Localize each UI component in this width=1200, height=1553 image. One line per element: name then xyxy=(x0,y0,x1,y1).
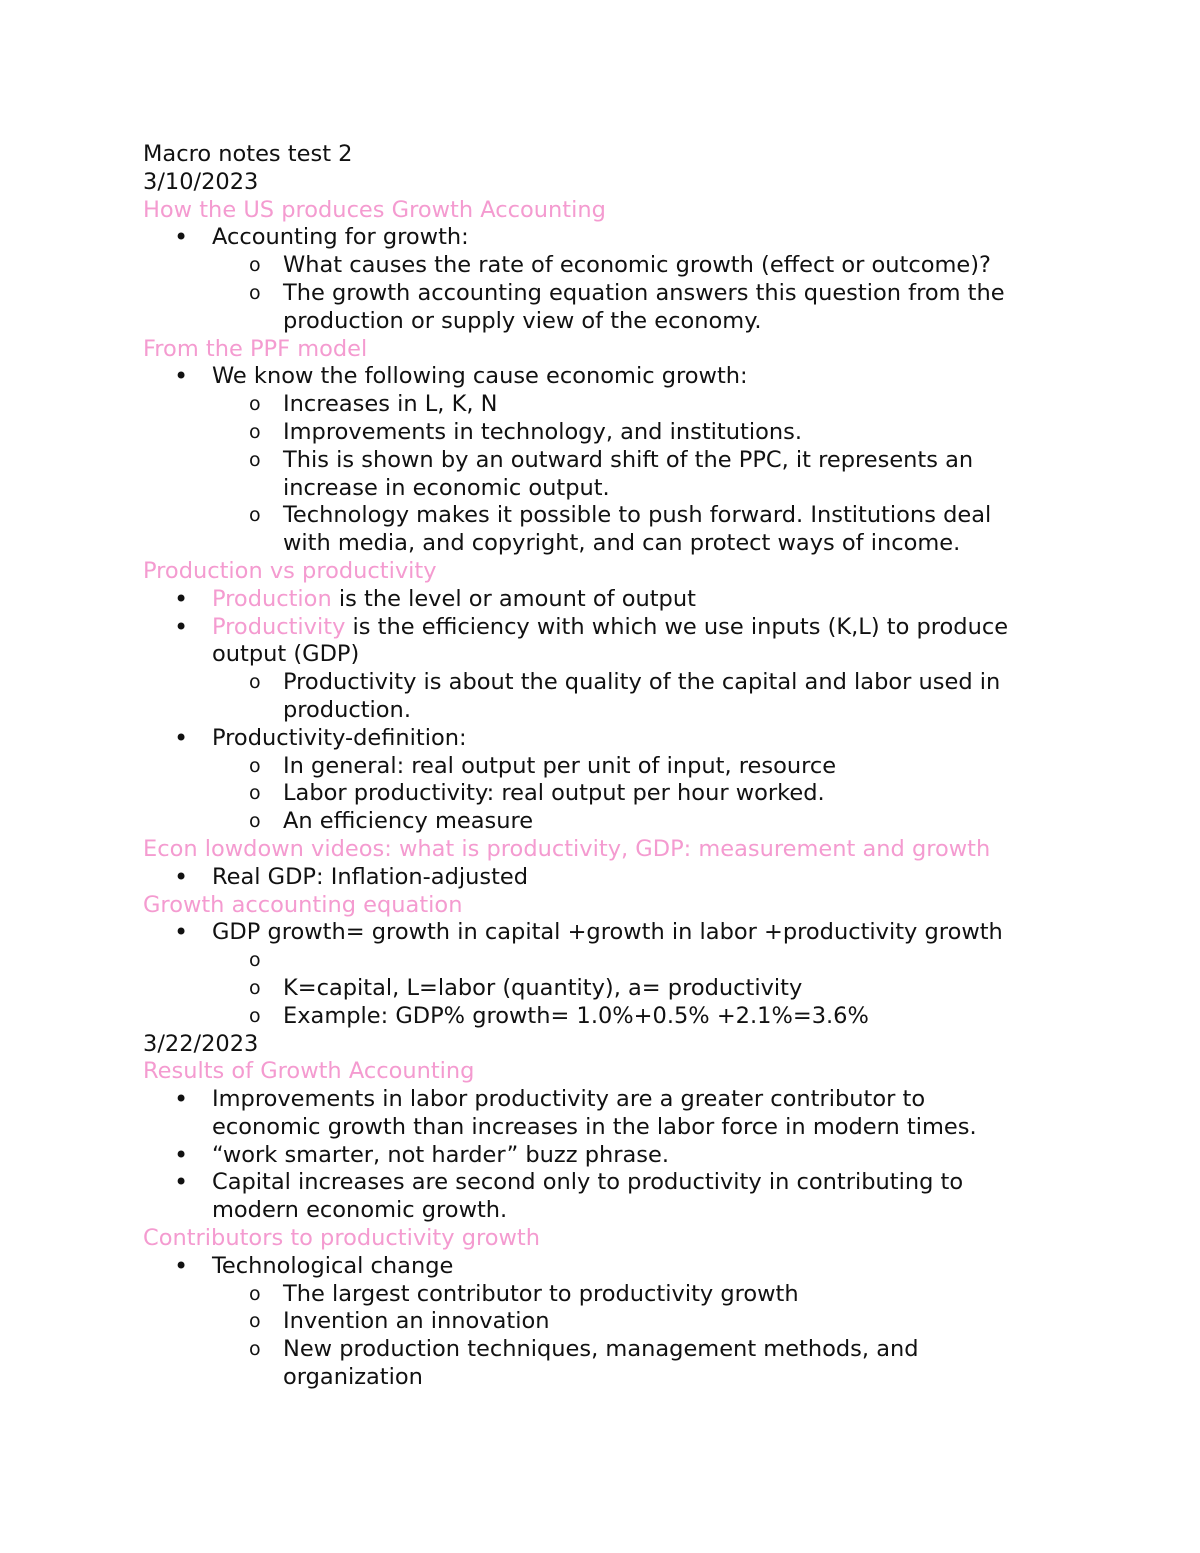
bullet-icon xyxy=(174,614,188,643)
section-heading: Results of Growth Accounting xyxy=(143,1058,475,1085)
bullet-item: • Capital increases are second only to productivity in contributing to xyxy=(143,1169,1063,1197)
sub-bullet-item: o Increases in L, K, N xyxy=(143,391,1063,419)
circle-bullet-icon xyxy=(249,1336,261,1364)
section-heading: Production vs productivity xyxy=(143,557,437,584)
bullet-icon xyxy=(174,1253,188,1282)
section-heading: Growth accounting equation xyxy=(143,891,463,918)
bullet-item: • Improvements in labor productivity are a greater contributor to xyxy=(143,1086,1063,1114)
term-highlight: Productivity xyxy=(212,613,346,640)
sub-bullet-item: o Productivity is about the quality of the capital and labor used in xyxy=(143,669,1063,697)
circle-bullet-icon xyxy=(249,808,261,836)
bullet-icon xyxy=(174,919,188,948)
document-page xyxy=(143,141,1063,1392)
bullet-item: • GDP growth= growth in capital +growth in labor +productivity growth xyxy=(143,919,1063,947)
bullet-item: • “work smarter, not harder” buzz phrase. xyxy=(143,1142,1063,1170)
section-heading: Contributors to productivity growth xyxy=(143,1225,540,1252)
circle-bullet-icon xyxy=(249,947,261,975)
sub-bullet-item: o Labor productivity: real output per hour worked. xyxy=(143,780,1063,808)
sub-bullet-continuation: with media, and copyright, and can protect ways of income. xyxy=(283,530,961,557)
section-heading: From the PPF model xyxy=(143,335,368,362)
date-heading: 3/22/2023 xyxy=(143,1030,259,1057)
sub-bullet-item: o The growth accounting equation answers this question from the xyxy=(143,280,1063,308)
bullet-item: • Real GDP: Inflation-adjusted xyxy=(143,864,1063,892)
sub-bullet-item: o Improvements in technology, and institutions. xyxy=(143,419,1063,447)
circle-bullet-icon xyxy=(249,753,261,781)
bullet-icon xyxy=(174,363,188,392)
bullet-icon xyxy=(174,725,188,754)
sub-bullet-item xyxy=(143,947,1063,975)
sub-bullet-item: o This is shown by an outward shift of the PPC, it represents an xyxy=(143,447,1063,475)
sub-bullet-item: o Invention an innovation xyxy=(143,1308,1063,1336)
circle-bullet-icon xyxy=(249,280,261,308)
bullet-icon xyxy=(174,1169,188,1198)
bullet-item: • Productivity is the efficiency with which we use inputs (K,L) to produce xyxy=(143,614,1063,642)
sub-bullet-continuation: production or supply view of the economy. xyxy=(283,307,762,334)
document-title: Macro notes test 2 xyxy=(143,141,353,167)
circle-bullet-icon xyxy=(249,1281,261,1309)
bullet-item: • We know the following cause economic growth: xyxy=(143,363,1063,391)
section-heading: Econ lowdown videos: what is productivity, GDP: measurement and growth xyxy=(143,835,991,862)
bullet-item: • Production is the level or amount of output xyxy=(143,586,1063,614)
bullet-icon xyxy=(174,1086,188,1115)
sub-bullet-continuation: increase in economic output. xyxy=(283,474,610,501)
bullet-icon xyxy=(174,586,188,615)
bullet-continuation: economic growth than increases in the labor force in modern times. xyxy=(212,1113,977,1140)
bullet-continuation: output (GDP) xyxy=(212,641,360,668)
term-highlight: Production xyxy=(212,585,332,612)
sub-bullet-item: o K=capital, L=labor (quantity), a= productivity xyxy=(143,975,1063,1003)
bullet-continuation: modern economic growth. xyxy=(212,1197,508,1224)
sub-bullet-continuation: organization xyxy=(283,1364,423,1391)
sub-bullet-item: o New production techniques, management methods, and xyxy=(143,1336,1063,1364)
circle-bullet-icon xyxy=(249,780,261,808)
circle-bullet-icon xyxy=(249,252,261,280)
circle-bullet-icon xyxy=(249,391,261,419)
sub-bullet-item: o What causes the rate of economic growth (effect or outcome)? xyxy=(143,252,1063,280)
sub-bullet-item: o Example: GDP% growth= 1.0%+0.5% +2.1%=3.6% xyxy=(143,1003,1063,1031)
circle-bullet-icon xyxy=(249,669,261,697)
bullet-icon xyxy=(174,224,188,253)
sub-bullet-item: o Technology makes it possible to push forward. Institutions deal xyxy=(143,502,1063,530)
date-heading: 3/10/2023 xyxy=(143,168,259,195)
sub-bullet-item: o The largest contributor to productivity growth xyxy=(143,1281,1063,1309)
circle-bullet-icon xyxy=(249,447,261,475)
circle-bullet-icon xyxy=(249,502,261,530)
section-heading: How the US produces Growth Accounting xyxy=(143,196,606,223)
sub-bullet-continuation: production. xyxy=(283,696,411,723)
bullet-item: • Technological change xyxy=(143,1253,1063,1281)
bullet-icon xyxy=(174,864,188,893)
sub-bullet-item: o An efficiency measure xyxy=(143,808,1063,836)
bullet-item: • Accounting for growth: xyxy=(143,224,1063,252)
circle-bullet-icon xyxy=(249,1308,261,1336)
bullet-icon xyxy=(174,1142,188,1171)
sub-bullet-item: o In general: real output per unit of input, resource xyxy=(143,753,1063,781)
circle-bullet-icon xyxy=(249,1003,261,1031)
circle-bullet-icon xyxy=(249,419,261,447)
bullet-item: • Productivity-definition: xyxy=(143,725,1063,753)
circle-bullet-icon xyxy=(249,975,261,1003)
